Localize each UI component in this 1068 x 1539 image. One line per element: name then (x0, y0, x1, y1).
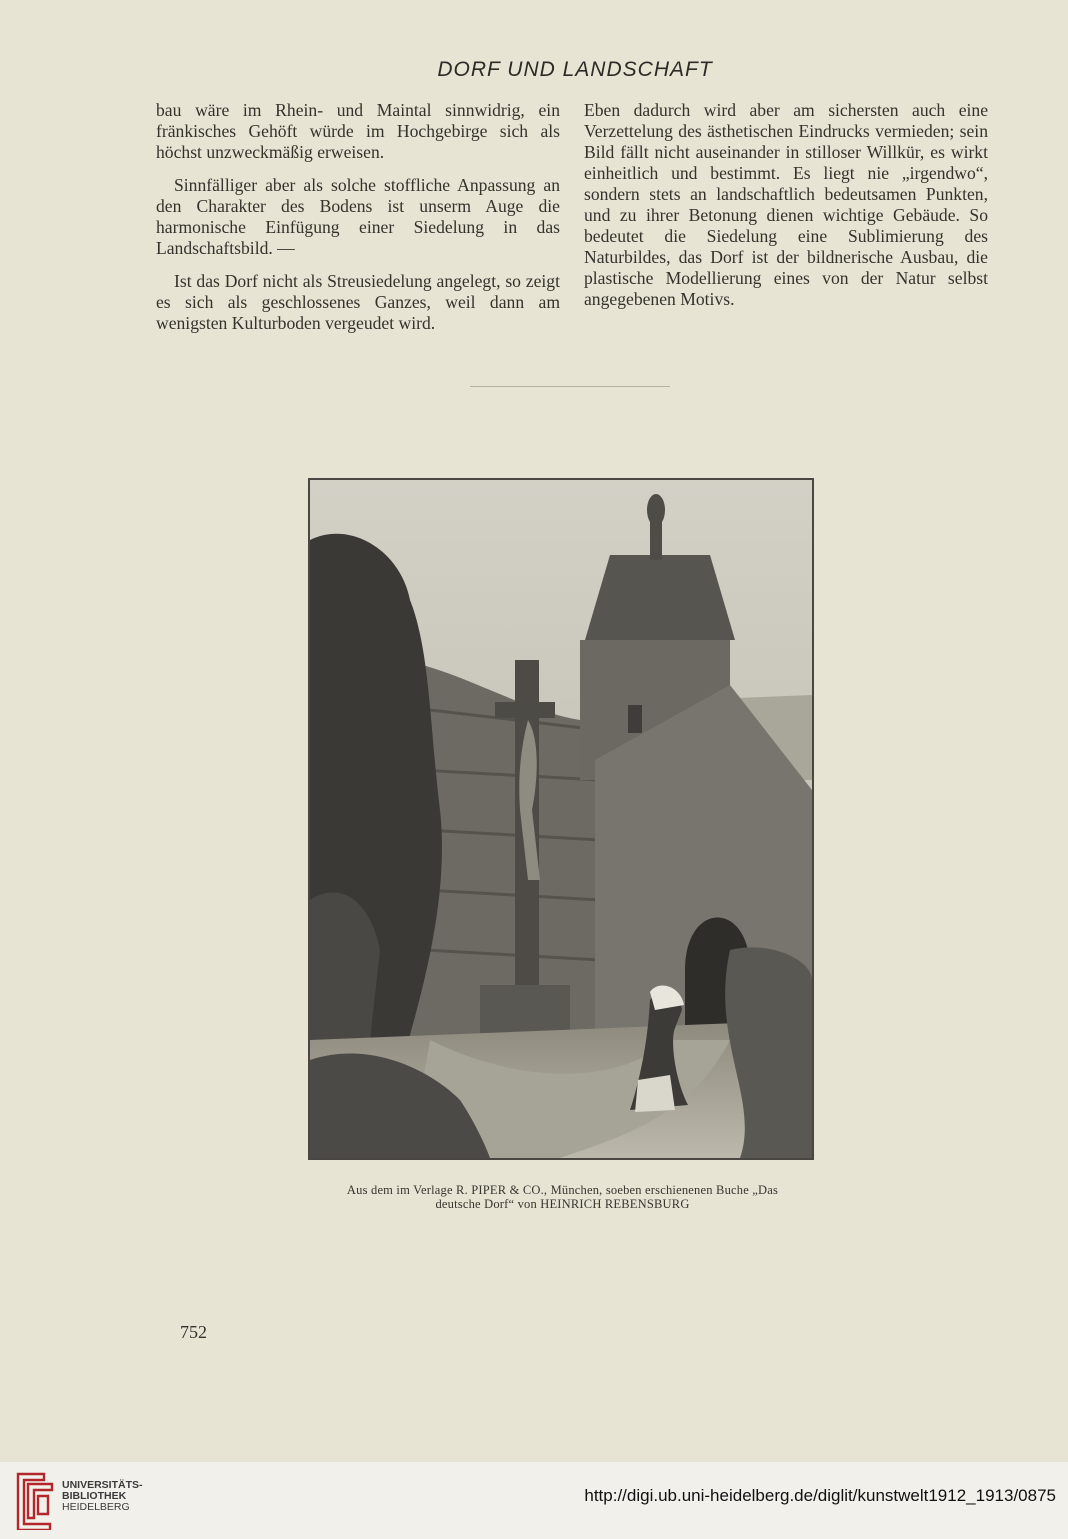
library-name-line: BIBLIOTHEK (62, 1490, 127, 1502)
digitization-footer (0, 1462, 1068, 1539)
page-number: 752 (180, 1322, 207, 1342)
library-name (62, 1480, 143, 1513)
paragraph: Sinnfälliger aber als solche stoffliche Anpassung an den Charakter des Bodens ist unserm Auge die harmonische Einfügung einer Siedelung in das Landschaftsbild. — (156, 175, 560, 258)
paragraph: Eben dadurch wird aber am sichersten auch eine Verzettelung des ästhetischen Eindrucks vermieden; sein Bild fällt nicht auseinander in stilloser Willkür, es wirkt einheitlich und bestimmt. Es liegt nie „irgendwo“, sondern stets an landschaftlich bedeutsamen Punkten, und zu ihrer Betonung dienen wichtige Gebäude. So bedeutet die Siedelung eine Sublimierung des Naturbildes, das Dorf ist der bildnerische Ausbau, die plastische Modellierung eines von der Natur selbst angegebenen Motivs. (584, 100, 988, 309)
photo-caption (300, 1183, 825, 1211)
source-url-link[interactable]: http://digi.ub.uni-heidelberg.de/diglit/kunstwelt1912_1913/0875 (584, 1486, 1056, 1505)
library-name-line: HEIDELBERG (62, 1501, 130, 1513)
paragraph: Ist das Dorf nicht als Streusiedelung angelegt, so zeigt es sich als geschlossenes Ganzes, weil dann am wenigsten Kulturboden vergeudet wird. (156, 271, 560, 333)
running-head: DORF UND LANDSCHAFT (437, 58, 713, 81)
library-logo-icon (12, 1470, 56, 1530)
right-text-column (584, 100, 988, 310)
left-text-column (156, 100, 560, 334)
caption-line: Aus dem im Verlage R. PIPER & CO., München, soeben erschienenen Buche „Das (346, 1183, 779, 1197)
village-church-photograph (308, 478, 814, 1160)
section-divider (470, 386, 670, 387)
library-name-line: UNIVERSITÄTS- (62, 1479, 143, 1491)
caption-line: deutsche Dorf“ von HEINRICH REBENSBURG (435, 1197, 690, 1211)
paragraph: bau wäre im Rhein- und Maintal sinnwidrig, ein fränkisches Gehöft würde im Hochgebirge sich als höchst unzweckmäßig erweisen. (156, 100, 560, 162)
